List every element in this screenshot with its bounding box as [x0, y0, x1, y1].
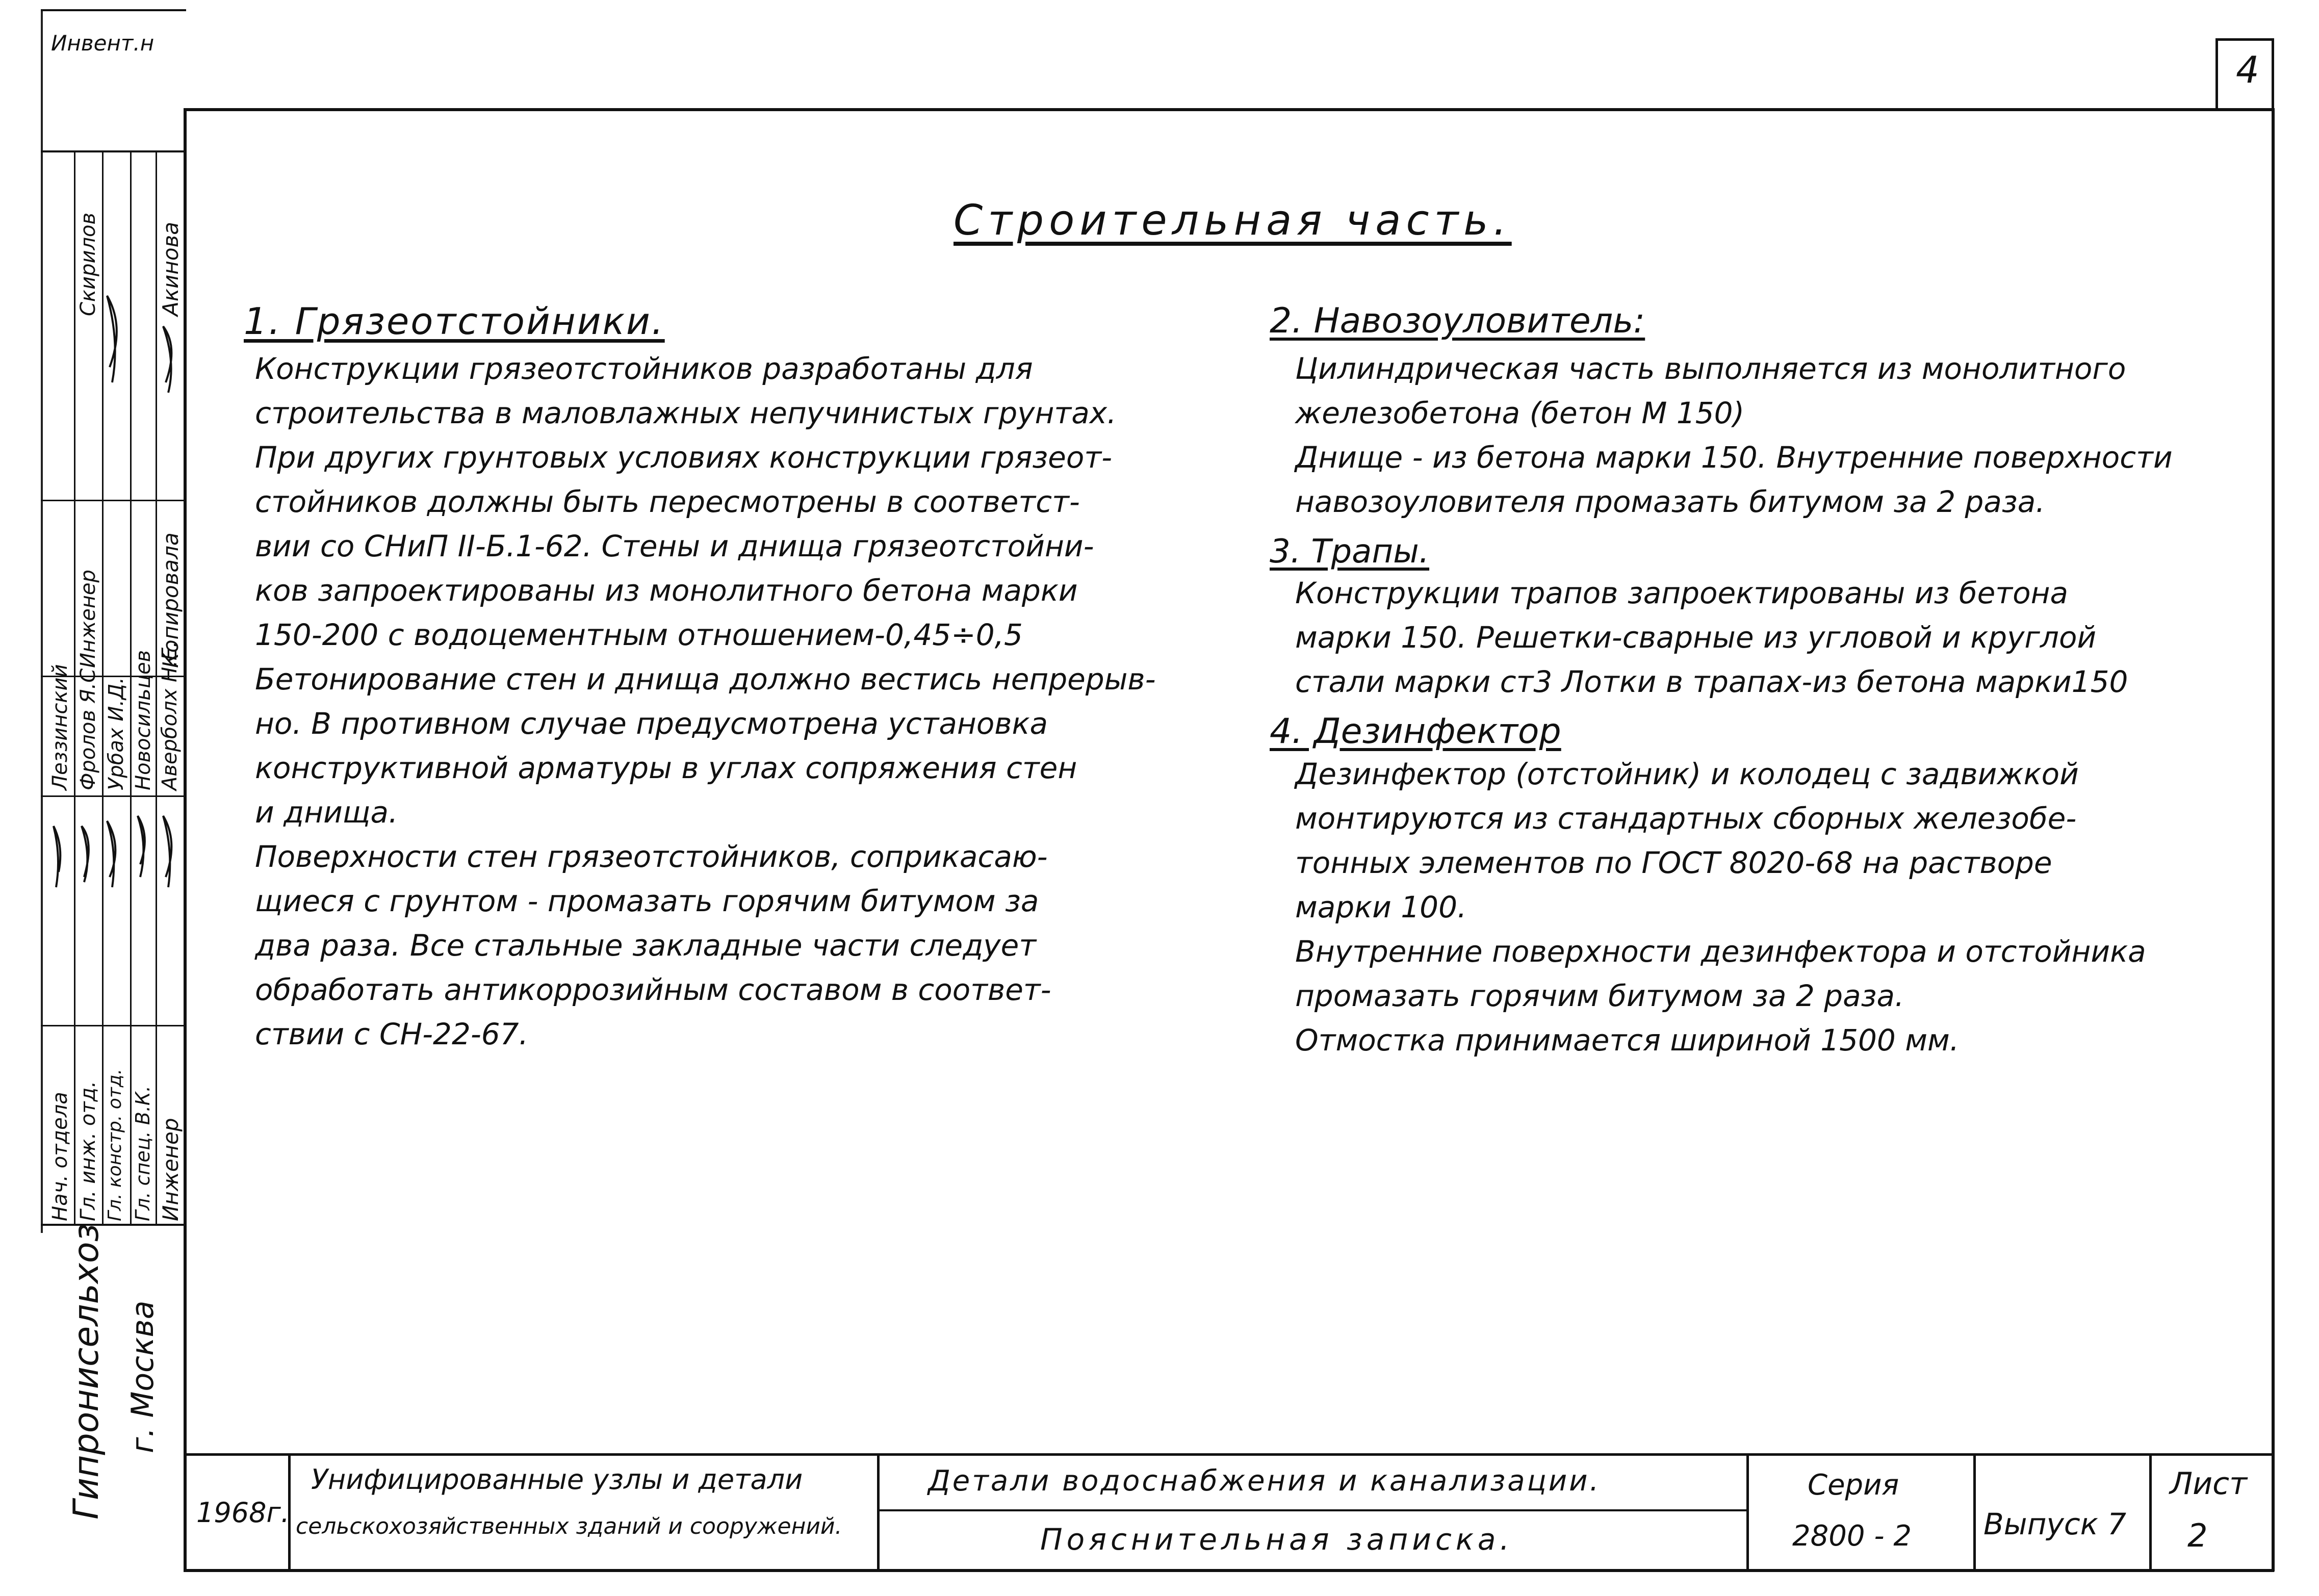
project-title-line-2: сельскохозяйственных зданий и сооружений.	[296, 1513, 842, 1539]
text-line: щиеся с грунтом - промазать горячим битумом за	[255, 884, 1039, 918]
text-line: обработать антикоррозийным составом в соответ-	[255, 972, 1051, 1007]
text-line: Конструкции трапов запроектированы из бетона	[1295, 576, 2069, 610]
text-line: и днища.	[255, 795, 398, 830]
person-name: Акинова	[158, 221, 183, 316]
text-line: марки 100.	[1295, 890, 1467, 924]
role-label: Копировала	[158, 532, 183, 668]
issue-number: Выпуск 7	[1983, 1507, 2127, 1541]
text-line: Отмостка принимается шириной 1500 мм.	[1295, 1023, 1960, 1058]
text-line: два раза. Все стальные закладные части следует	[255, 928, 1037, 963]
role-label: Инженер	[76, 570, 100, 668]
person-name: Леззинский	[48, 664, 72, 790]
section-2-text	[1295, 347, 2173, 524]
inventory-label: Инвент.н	[51, 31, 154, 56]
person-name: Фролов Я.С.	[76, 662, 100, 790]
sheet-value: 2	[2187, 1517, 2208, 1554]
text-line: При других грунтовых условиях конструкции грязеот-	[255, 440, 1113, 475]
drawing-subtitle: Пояснительная записка.	[1040, 1522, 1513, 1557]
series-label: Серия	[1808, 1469, 1899, 1502]
text-line: но. В противном случае предусмотрена установка	[255, 706, 1048, 741]
section-4-heading: 4. Дезинфектор	[1270, 711, 1561, 752]
frame-top	[184, 108, 2274, 111]
organisation-city: г. Москва	[125, 1300, 161, 1453]
section-3-text	[1295, 571, 2128, 704]
page-title: Строительная часть.	[954, 196, 1512, 245]
text-line: ков запроектированы из монолитного бетона марки	[255, 573, 1078, 608]
text-line: промазать горячим битумом за 2 раза.	[1295, 979, 1904, 1013]
organisation-name: Гипронисельхоз	[66, 1223, 107, 1520]
person-name: Урбах И.Д.	[105, 677, 128, 790]
drawing-title: Детали водоснабжения и канализации.	[928, 1464, 1601, 1498]
section-2-heading: 2. Навозоуловитель:	[1270, 301, 1645, 341]
frame-right	[2272, 108, 2275, 1572]
project-title-line-1: Унифицированные узлы и детали	[311, 1463, 803, 1496]
role-label: Инженер	[158, 1118, 183, 1221]
series-value: 2800 - 2	[1792, 1520, 1912, 1553]
text-line: марки 150. Решетки-сварные из угловой и круглой	[1295, 620, 2097, 655]
text-line: ствии с СН-22-67.	[255, 1017, 529, 1051]
sheet-number: 4	[2236, 48, 2259, 91]
role-label: Гл. спец. В.К.	[132, 1086, 154, 1221]
frame-bottom	[184, 1569, 2274, 1572]
text-line: конструктивной арматуры в углах сопряжения стен	[255, 751, 1077, 785]
section-4-text	[1295, 752, 2146, 1063]
person-name: Новосильцев	[132, 650, 155, 790]
person-name: Скирилов	[76, 212, 100, 316]
text-line: стали марки ст3 Лотки в трапах-из бетона марки150	[1295, 664, 2128, 699]
text-line: Внутренние поверхности дезинфектора и отстойника	[1295, 934, 2146, 969]
text-line: вии со СНиП II-Б.1-62. Стены и днища грязеотстойни-	[255, 529, 1094, 563]
sheet-label: Лист	[2170, 1466, 2248, 1502]
text-line: Бетонирование стен и днища должно вестись непрерыв-	[255, 662, 1156, 697]
text-line: железобетона (бетон М 150)	[1295, 396, 1745, 430]
text-line: Цилиндрическая часть выполняется из монолитного	[1295, 351, 2126, 386]
role-label: Нач. отдела	[48, 1092, 72, 1221]
section-1-heading: 1. Грязеотстойники.	[244, 300, 665, 343]
section-1-text	[255, 347, 1156, 1057]
text-line: Поверхности стен грязеотстойников, соприкасаю-	[255, 839, 1048, 874]
text-line: монтируются из стандартных сборных железобе-	[1295, 801, 2077, 836]
sheet-box-left	[2215, 38, 2218, 111]
text-line: Конструкции грязеотстойников разработаны для	[255, 351, 1033, 386]
text-line: Днище - из бетона марки 150. Внутренние поверхности	[1295, 440, 2173, 475]
text-line: навозоуловителя промазать битумом за 2 раза.	[1295, 484, 2045, 519]
text-line: стойников должны быть пересмотрены в соответст-	[255, 484, 1080, 519]
text-line: 150-200 с водоцементным отношением-0,45÷0,5	[255, 617, 1023, 652]
sheet-box-top	[2215, 38, 2274, 41]
text-line: тонных элементов по ГОСТ 8020-68 на растворе	[1295, 845, 2052, 880]
role-label: Гл. констр. отд.	[105, 1068, 125, 1221]
text-line: Дезинфектор (отстойник) и колодец с задвижкой	[1295, 757, 2079, 791]
signatures	[41, 153, 186, 1020]
role-label: Гл. инж. отд.	[76, 1080, 100, 1221]
sheet-box-right	[2272, 38, 2274, 111]
section-3-heading: 3. Трапы.	[1270, 533, 1430, 571]
text-line: строительства в маловлажных непучинистых грунтах.	[255, 396, 1117, 430]
person-name: Аверболх Н.Е.	[158, 641, 182, 790]
year: 1968г.	[196, 1497, 290, 1529]
